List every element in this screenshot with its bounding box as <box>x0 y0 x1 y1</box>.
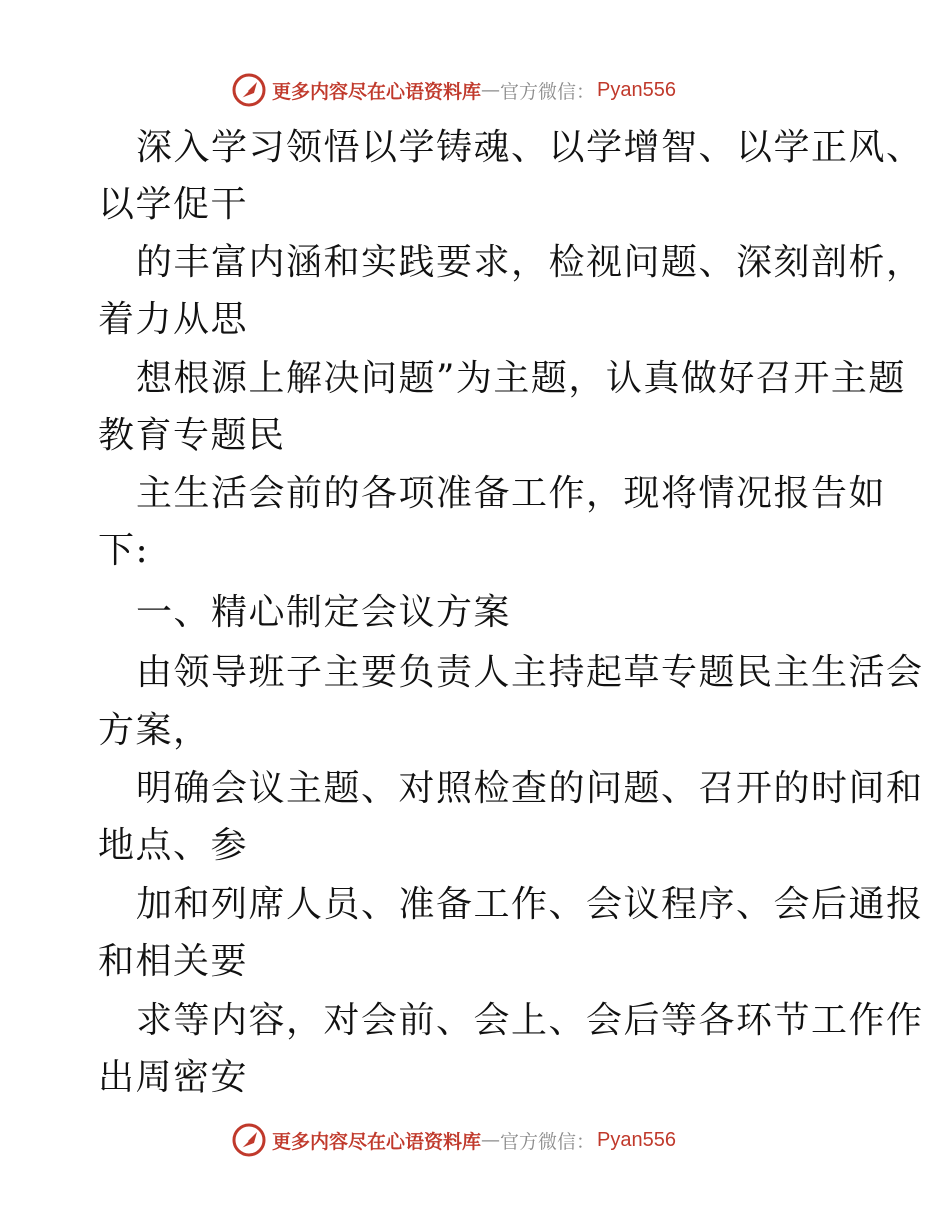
paragraph-line: 教育专题民 <box>98 415 286 456</box>
wechat-id: Pyan556 <box>597 78 676 101</box>
paragraph-line: 地点、参 <box>98 825 249 866</box>
paragraph-line: 方案， <box>98 710 211 751</box>
wechat-label: 官方微信： <box>500 1130 596 1153</box>
paragraph-line: 出周密安 <box>98 1057 249 1098</box>
wechat-id: Pyan556 <box>597 1128 676 1151</box>
banner-text: 更多内容尽在心语资料库 <box>272 1130 482 1153</box>
paragraph-line: 加和列席人员、准备工作、会议程序、会后通报 <box>136 884 924 925</box>
footer-banner[interactable] <box>232 1122 676 1158</box>
wechat-label: 官方微信： <box>500 80 596 103</box>
paragraph-line: 想根源上解决问题”为主题，认真做好召开主题 <box>136 358 906 399</box>
paragraph-line: 和相关要 <box>98 941 249 982</box>
banner-dash: — <box>481 1129 501 1151</box>
paragraph-line: 下: <box>98 530 150 571</box>
paragraph-line: 由领导班子主要负责人主持起草专题民主生活会 <box>136 652 924 693</box>
banner-text: 更多内容尽在心语资料库 <box>272 80 482 103</box>
banner-dash: — <box>481 79 501 101</box>
quill-pen-logo-icon <box>232 1123 266 1157</box>
paragraph-line: 深入学习领悟以学铸魂、以学增智、以学正风、 <box>136 127 924 168</box>
paragraph-line: 以学促干 <box>98 184 249 225</box>
paragraph-line: 着力从思 <box>98 299 249 340</box>
paragraph-line: 明确会议主题、对照检查的问题、召开的时间和 <box>136 768 924 809</box>
section-heading: 一、精心制定会议方案 <box>136 592 512 633</box>
paragraph-line: 的丰富内涵和实践要求，检视问题、深刻剖析， <box>136 242 924 283</box>
paragraph-line: 求等内容，对会前、会上、会后等各环节工作作 <box>136 1000 924 1041</box>
paragraph-line: 主生活会前的各项准备工作，现将情况报告如 <box>136 473 887 514</box>
